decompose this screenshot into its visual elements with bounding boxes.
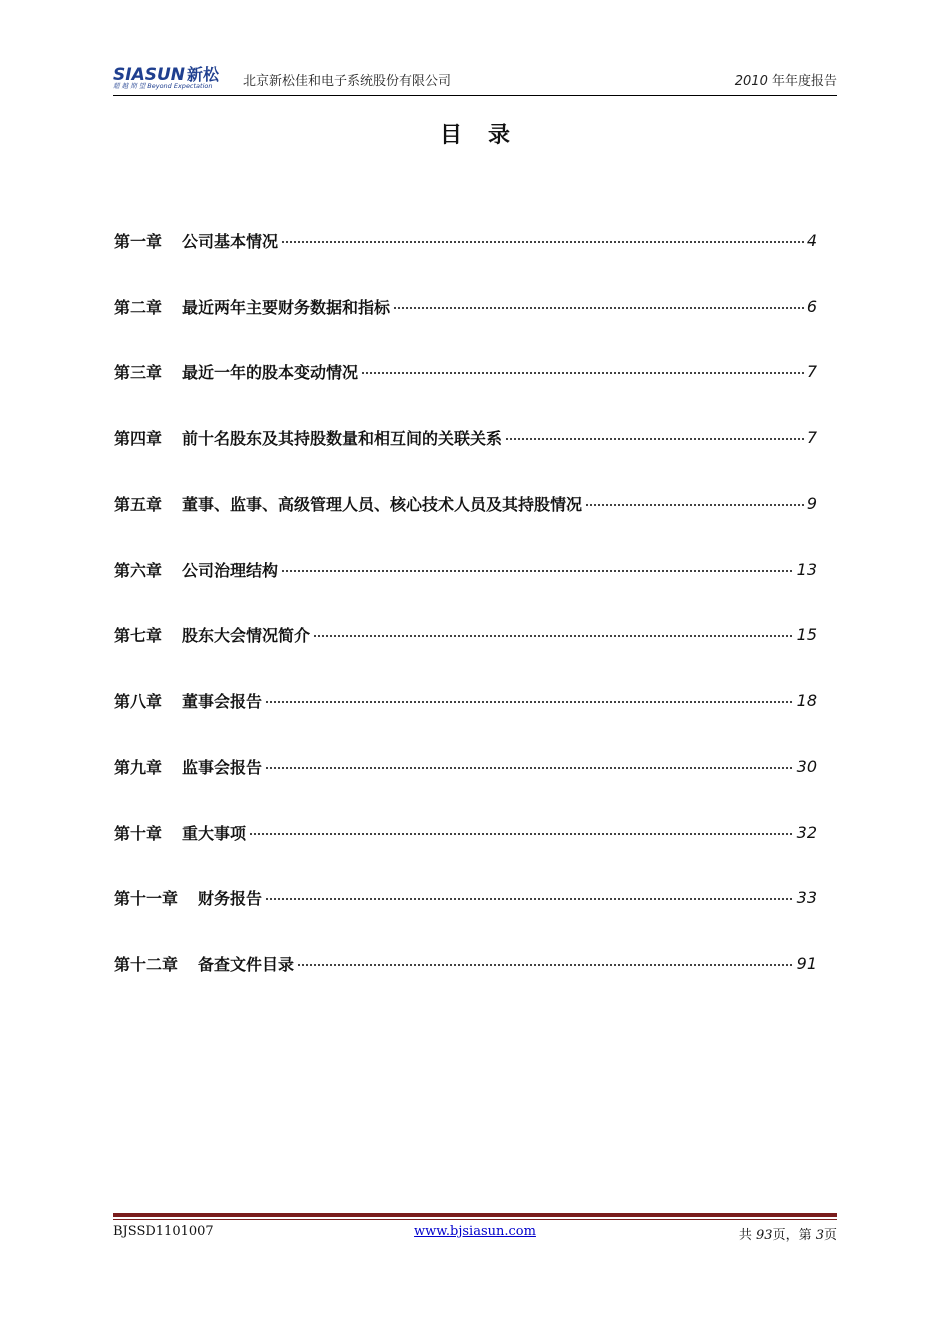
toc-entry[interactable]	[114, 751, 817, 781]
toc-entry[interactable]	[114, 882, 817, 912]
toc-chapter: 第三章	[114, 362, 163, 382]
page-footer	[113, 1224, 837, 1244]
toc-page-number: 15	[796, 624, 817, 644]
toc-title: 重大事项	[182, 823, 247, 843]
siasun-logo	[113, 62, 241, 92]
document-id: BJSSD1101007	[113, 1224, 214, 1239]
dot-leader	[281, 570, 794, 572]
dot-leader	[505, 438, 804, 440]
toc-chapter: 第四章	[114, 428, 163, 448]
dot-leader	[265, 701, 794, 703]
toc-title: 公司基本情况	[182, 231, 279, 251]
toc-page-number: 9	[806, 493, 817, 513]
toc-chapter: 第六章	[114, 560, 163, 580]
page-suffix: 页	[823, 1228, 837, 1243]
toc-chapter: 第五章	[114, 494, 163, 514]
toc-entry[interactable]	[114, 225, 817, 255]
toc-entry[interactable]	[114, 291, 817, 321]
dot-leader	[249, 833, 794, 835]
report-year-label	[735, 70, 837, 89]
toc-title: 董事会报告	[182, 691, 263, 711]
dot-leader	[297, 964, 794, 966]
toc-page-number: 4	[806, 230, 817, 250]
toc-entry[interactable]	[114, 422, 817, 452]
toc-chapter: 第二章	[114, 297, 163, 317]
page-mid: 页，第	[772, 1228, 816, 1243]
toc-title: 股东大会情况简介	[182, 625, 311, 645]
toc-title: 备查文件目录	[198, 954, 295, 974]
footer-divider-thick	[113, 1213, 837, 1217]
website-link[interactable]: www.bjsiasun.com	[414, 1224, 536, 1239]
header-divider	[113, 95, 837, 96]
dot-leader	[585, 504, 804, 506]
toc-chapter: 第八章	[114, 691, 163, 711]
logo-tagline: 超 越 期 望 Beyond Expectation	[113, 82, 213, 90]
toc-page-number: 7	[806, 427, 817, 447]
dot-leader	[393, 307, 804, 309]
logo-cn-text: 新松	[187, 65, 220, 84]
toc-chapter: 第十二章	[114, 954, 179, 974]
toc-entry[interactable]	[114, 817, 817, 847]
toc-page-number: 91	[796, 953, 817, 973]
toc-chapter: 第九章	[114, 757, 163, 777]
toc-page-number: 30	[796, 756, 817, 776]
report-year: 2010	[734, 74, 768, 89]
toc-chapter: 第七章	[114, 625, 163, 645]
page-title: 目录	[439, 123, 536, 148]
toc-title: 监事会报告	[182, 757, 263, 777]
dot-leader	[361, 372, 804, 374]
dot-leader	[265, 898, 794, 900]
toc-entry[interactable]	[114, 948, 817, 978]
page-prefix: 共	[738, 1228, 757, 1243]
toc-chapter: 第十章	[114, 823, 163, 843]
toc-title: 董事、监事、高级管理人员、核心技术人员及其持股情况	[182, 494, 583, 514]
toc-title: 前十名股东及其持股数量和相互间的关联关系	[182, 428, 503, 448]
current-page: 3	[815, 1228, 824, 1243]
toc-chapter: 第十一章	[114, 888, 179, 908]
toc-page-number: 7	[806, 361, 817, 381]
toc-entry[interactable]	[114, 685, 817, 715]
logo-text: SIASUN	[113, 65, 186, 85]
dot-leader	[313, 635, 794, 637]
toc-page-number: 6	[806, 296, 817, 316]
company-name: 北京新松佳和电子系统股份有限公司	[243, 74, 452, 89]
total-pages: 93	[756, 1228, 773, 1243]
toc-title: 公司治理结构	[182, 560, 279, 580]
toc-page-number: 32	[796, 822, 817, 842]
toc-title: 财务报告	[198, 888, 263, 908]
toc-page-number: 33	[796, 887, 817, 907]
footer-divider-thin	[113, 1219, 837, 1220]
toc-title: 最近一年的股本变动情况	[182, 362, 359, 382]
toc-page-number: 18	[796, 690, 817, 710]
toc-page-number: 13	[796, 559, 817, 579]
toc-entry[interactable]	[114, 619, 817, 649]
toc-entry[interactable]	[114, 356, 817, 386]
dot-leader	[281, 241, 804, 243]
page-indicator	[739, 1224, 837, 1243]
page-header	[113, 62, 837, 98]
toc-title: 最近两年主要财务数据和指标	[182, 297, 391, 317]
toc-chapter: 第一章	[114, 231, 163, 251]
toc-entry[interactable]	[114, 488, 817, 518]
toc-entry[interactable]	[114, 554, 817, 584]
report-label: 年年度报告	[771, 74, 837, 89]
dot-leader	[265, 767, 794, 769]
